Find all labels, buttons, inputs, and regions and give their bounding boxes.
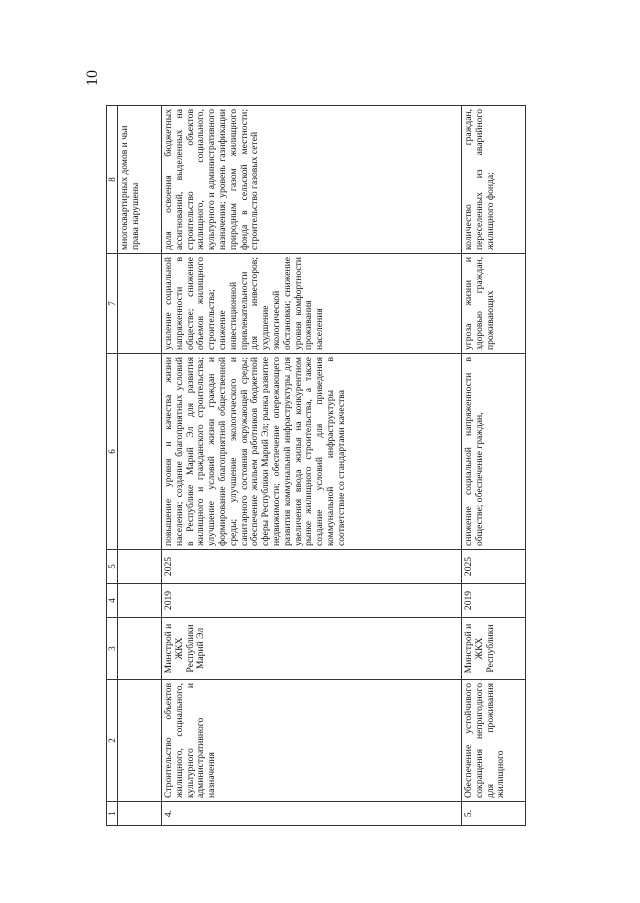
col-header-6: 6 — [107, 354, 118, 550]
col-header-7: 7 — [107, 254, 118, 354]
column-number-row — [107, 106, 118, 826]
start-year: 2019 — [462, 584, 526, 618]
cell — [118, 584, 162, 618]
col-header-1: 1 — [107, 802, 118, 826]
program-table — [106, 105, 526, 826]
cell — [118, 618, 162, 680]
expected-result: повышение уровня и качества жизни населения; создание благоприятных условий в Республике Марий Эл для развития жилищного и гражданского строительства; улучшение условий жизни граждан и формирование благоприятной общественной среды; улучшение экологического и санитарного состояния окружающей среды; обеспечение жильем работников бюджетной сферы Республики Марий Эл; рынка развитие недвижимости; обеспечение опережающего развития коммунальной инфраструктуры для увеличения ввода жилья на конкурентном рынке жилищного строительства, а также создание условий для приведения коммунальной инфраструктуры в соответствие со стандартами качества — [162, 354, 462, 550]
row-number: 5. — [462, 802, 526, 826]
continuation-row — [118, 106, 162, 826]
measure-title: Обеспечение устойчивого сокращения непригодного для проживания жилищного — [462, 680, 526, 802]
col-header-3: 3 — [107, 618, 118, 680]
end-year: 2025 — [462, 550, 526, 584]
table-row — [162, 106, 462, 826]
executor: Минстрой и ЖКХ Республики Марий Эл — [162, 618, 462, 680]
consequences: усиление социальной напряженности в обществе; снижение объемов жилищного строительства; снижение инвестиционной привлекательности для инвесторов; ухудшение экологической обстановки; снижение уровня комфортности проживания населения — [162, 254, 462, 354]
cell — [118, 802, 162, 826]
indicators: доля освоения бюджетных ассигнований, выделенных на строительство объектов жилищного, социального, культурного и административного назначения; уровень газификации природным газом жилищного фонда в сельской местности; строительство газовых сетей — [162, 106, 462, 254]
end-year: 2025 — [162, 550, 462, 584]
col-header-4: 4 — [107, 584, 118, 618]
col-header-2: 2 — [107, 680, 118, 802]
row-number: 4. — [162, 802, 462, 826]
cell — [118, 254, 162, 354]
cell — [118, 354, 162, 550]
consequences: угроза жизни и здоровью граждан, проживающих — [462, 254, 526, 354]
expected-result: снижение социальной напряженности в обществе; обеспечение граждан, — [462, 354, 526, 550]
measure-title: Строительство объектов жилищного, социального, культурного и административного назначения — [162, 680, 462, 802]
continuation-indicator: многоквартирных домов и чьи права нарушены — [118, 106, 162, 254]
page-number: 10 — [84, 70, 101, 86]
col-header-5: 5 — [107, 550, 118, 584]
start-year: 2019 — [162, 584, 462, 618]
col-header-8: 8 — [107, 106, 118, 254]
indicators: количество граждан, переселенных из аварийного жилищного фонда; — [462, 106, 526, 254]
executor: Минстрой и ЖКХ Республики — [462, 618, 526, 680]
rotated-table-container — [106, 106, 626, 826]
cell — [118, 680, 162, 802]
cell — [118, 550, 162, 584]
table-row — [462, 106, 526, 826]
